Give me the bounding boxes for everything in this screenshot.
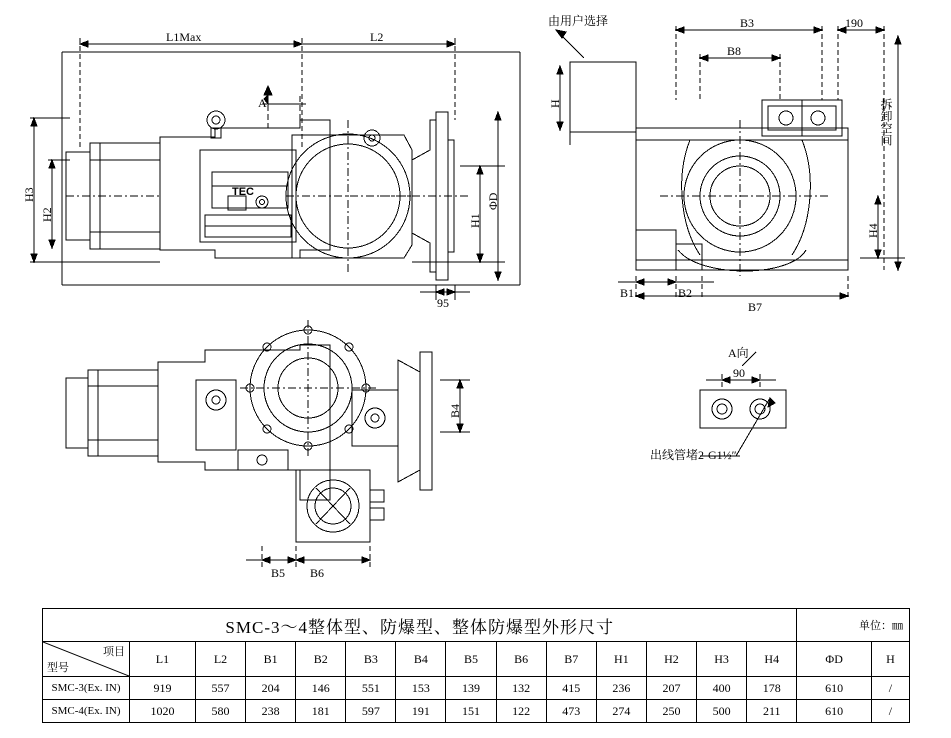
dim-label-b7: B7: [748, 300, 763, 314]
cell-value: 139: [446, 677, 496, 700]
cell-value: /: [871, 677, 909, 700]
cell-value: 415: [546, 677, 596, 700]
cell-value: 146: [296, 677, 346, 700]
cell-value: 400: [697, 677, 747, 700]
table-title: SMC-3～4整体型、防爆型、整体防爆型外形尺寸: [43, 609, 797, 642]
cell-value: 151: [446, 700, 496, 723]
note-conduit-plug: 出线管堵2-G1½″: [650, 448, 737, 462]
col-header-b4: B4: [396, 642, 446, 677]
dim-label-95: 95: [437, 296, 449, 310]
dim-label-b4: B4: [448, 403, 462, 418]
col-header-l1: L1: [130, 642, 196, 677]
cell-value: 551: [346, 677, 396, 700]
cell-value: 211: [747, 700, 797, 723]
dim-label-b8: B8: [727, 44, 742, 58]
table-title-row: [43, 609, 910, 642]
cell-value: 178: [747, 677, 797, 700]
note-dismantle-space: 拆卸空间: [879, 98, 893, 146]
dim-label-90: 90: [733, 366, 745, 380]
dim-label-h-left: H: [548, 99, 562, 108]
cell-value: 238: [246, 700, 296, 723]
dim-label-190: 190: [845, 16, 863, 30]
dimension-table: [42, 608, 910, 723]
detail-marker-a: A: [258, 96, 267, 110]
cell-value: 1020: [130, 700, 196, 723]
dim-label-h3: H3: [22, 187, 36, 202]
table-header-row: [43, 642, 910, 677]
brand-label: TEC: [232, 186, 254, 198]
table-row: [43, 677, 910, 700]
dim-label-phid: ΦD: [486, 192, 500, 210]
cell-value: 557: [195, 677, 245, 700]
table-corner-cell: [43, 642, 130, 677]
cell-value: 191: [396, 700, 446, 723]
col-header-h3: H3: [697, 642, 747, 677]
cell-value: 919: [130, 677, 196, 700]
cell-value: 122: [496, 700, 546, 723]
cell-value: /: [871, 700, 909, 723]
cell-value: 132: [496, 677, 546, 700]
cell-value: 153: [396, 677, 446, 700]
col-header-h2: H2: [646, 642, 696, 677]
col-header-b5: B5: [446, 642, 496, 677]
col-header-h1: H1: [596, 642, 646, 677]
dim-label-l1max: L1Max: [166, 30, 202, 44]
dim-label-b1: B1: [620, 286, 635, 300]
col-header-b7: B7: [546, 642, 596, 677]
cell-value: 610: [797, 700, 872, 723]
corner-label-model: 型号: [47, 662, 69, 674]
col-header-h4: H4: [747, 642, 797, 677]
cell-value: 597: [346, 700, 396, 723]
dim-label-h2: H2: [40, 207, 54, 222]
row-model-smc3: SMC-3(Ex. IN): [43, 677, 130, 700]
col-header-b3: B3: [346, 642, 396, 677]
cell-value: 250: [646, 700, 696, 723]
col-header-b2: B2: [296, 642, 346, 677]
cell-value: 274: [596, 700, 646, 723]
table-row: [43, 700, 910, 723]
dim-label-h4: H4: [866, 223, 880, 238]
detail-title-a-view: A向: [728, 346, 749, 360]
cell-value: 500: [697, 700, 747, 723]
cell-value: 204: [246, 677, 296, 700]
dim-label-h1: H1: [468, 213, 482, 228]
row-model-smc4: SMC-4(Ex. IN): [43, 700, 130, 723]
dim-label-b6: B6: [310, 566, 325, 580]
cell-value: 473: [546, 700, 596, 723]
col-header-h: H: [871, 642, 909, 677]
cell-value: 236: [596, 677, 646, 700]
col-header-l2: L2: [195, 642, 245, 677]
corner-label-item: 项目: [103, 646, 125, 658]
note-user-select: 由用户选择: [548, 14, 609, 28]
col-header-b6: B6: [496, 642, 546, 677]
cell-value: 580: [195, 700, 245, 723]
col-header-phid: ΦD: [797, 642, 872, 677]
dim-label-b3: B3: [740, 16, 755, 30]
col-header-b1: B1: [246, 642, 296, 677]
table-unit: 单位：㎜: [797, 609, 910, 642]
dim-label-b5: B5: [271, 566, 286, 580]
cell-value: 181: [296, 700, 346, 723]
cell-value: 207: [646, 677, 696, 700]
dim-label-l2: L2: [370, 30, 384, 44]
cell-value: 610: [797, 677, 872, 700]
dim-label-b2: B2: [678, 286, 693, 300]
